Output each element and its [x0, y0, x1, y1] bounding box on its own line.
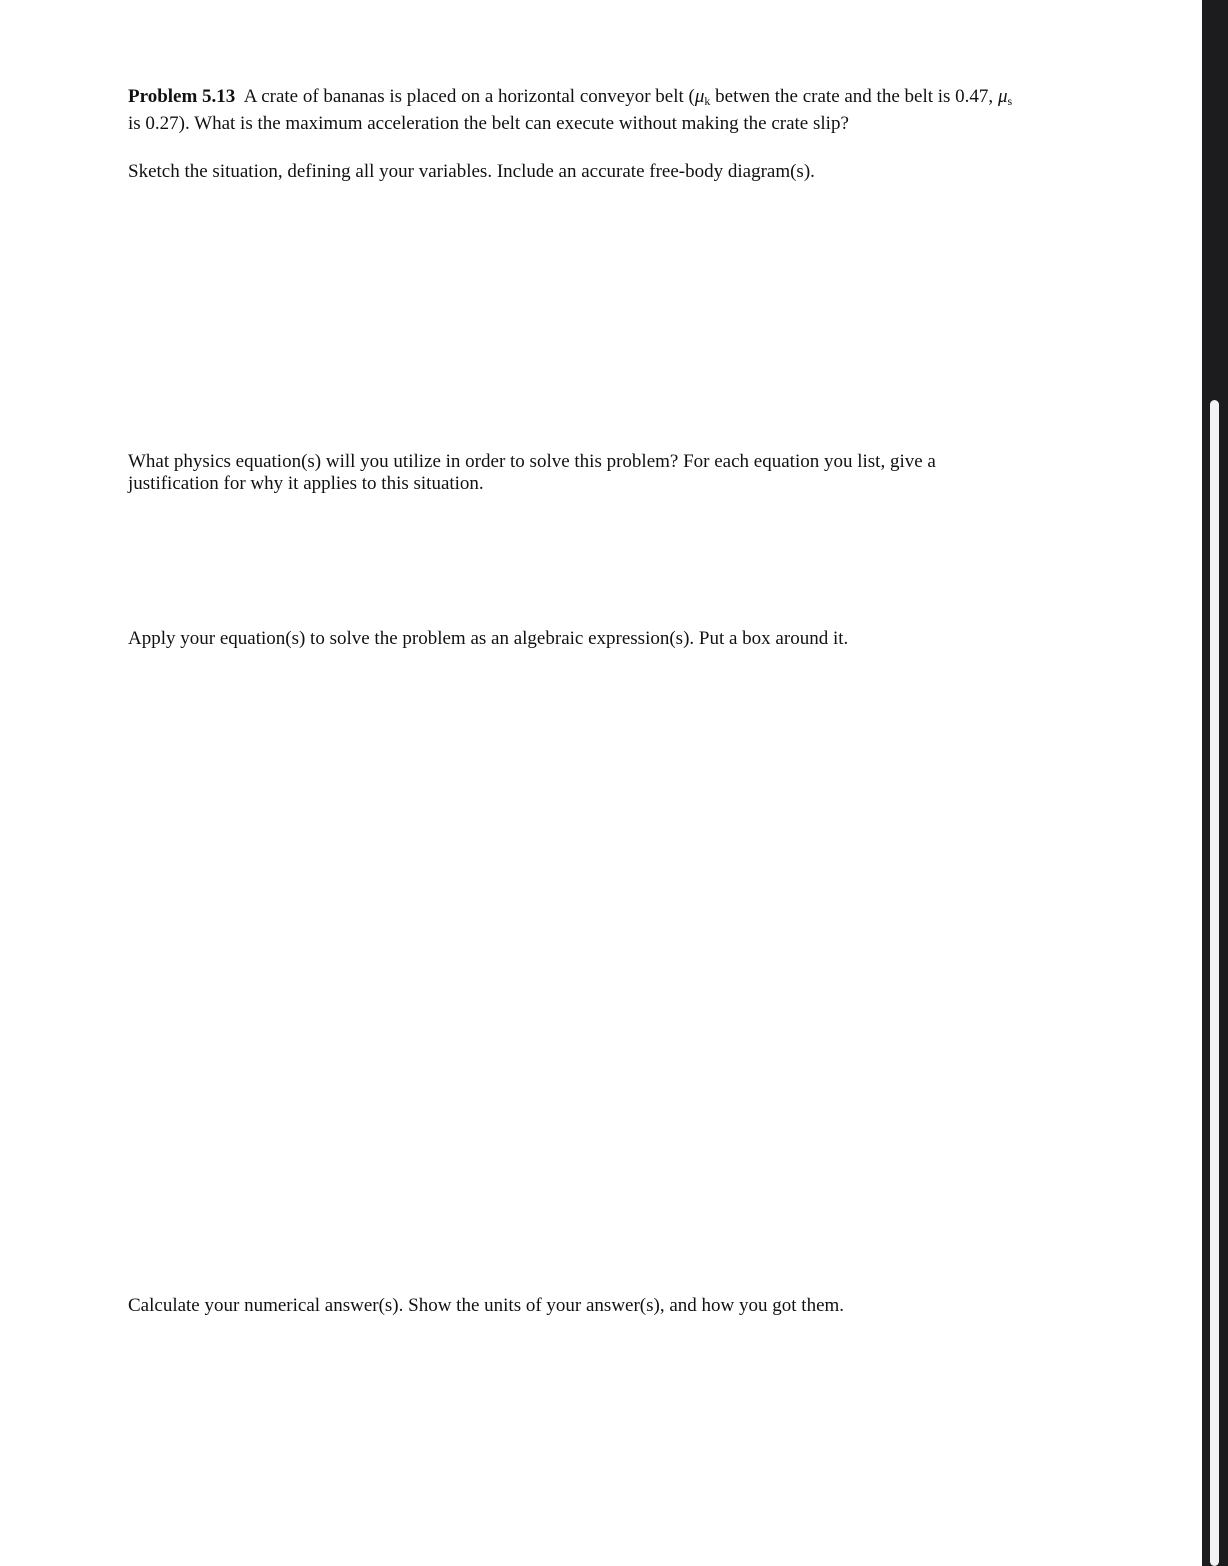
equations-prompt: What physics equation(s) will you utilize in order to solve this problem? For each equation you list, give a justification for why it applies to this situation. — [128, 451, 936, 494]
mu-k-symbol: μ — [694, 86, 705, 107]
mu-k-subscript: k — [704, 94, 711, 108]
problem-text-1: A crate of bananas is placed on a horizontal conveyor belt ( — [243, 86, 695, 107]
apply-prompt: Apply your equation(s) to solve the problem as an algebraic expression(s). Put a box around it. — [128, 628, 849, 649]
calculate-prompt: Calculate your numerical answer(s). Show the units of your answer(s), and how you got them. — [128, 1295, 845, 1316]
problem-label: Problem 5.13 — [128, 86, 236, 107]
problem-statement — [128, 83, 1018, 137]
mu-s-subscript: s — [1007, 94, 1013, 108]
problem-text-2: betwen the crate and the belt is 0.47, — [710, 86, 998, 107]
scrollbar-track[interactable] — [1202, 0, 1228, 1566]
scrollbar-thumb[interactable] — [1210, 400, 1219, 1566]
sketch-prompt: Sketch the situation, defining all your variables. Include an accurate free-body diagram(s). — [128, 161, 815, 182]
problem-text-3: is 0.27). What is the maximum acceleration the belt can execute without making the crate slip? — [128, 113, 849, 134]
mu-s-symbol: μ — [997, 86, 1008, 107]
